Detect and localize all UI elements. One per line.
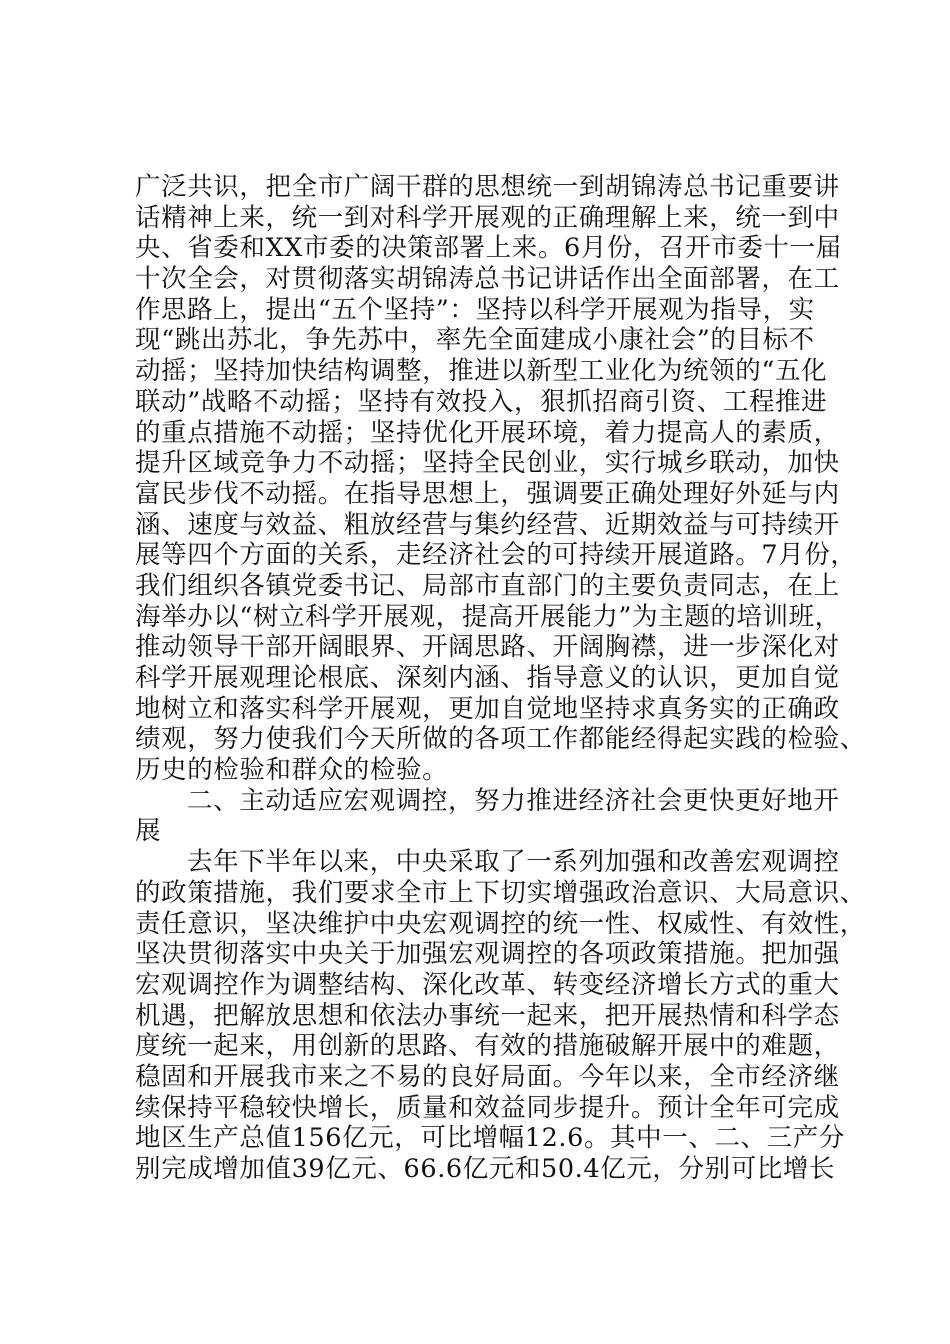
text-line: 科学开展观理论根底、深刻内涵、指导意义的认识，更加自觉 <box>135 663 840 693</box>
text-line: 话精神上来，统一到对科学开展观的正确理解上来，统一到中 <box>135 202 840 233</box>
text-line: 提升区域竞争力不动摇；坚持全民创业，实行城乡联动，加快 <box>135 448 840 479</box>
text-line: 地树立和落实科学开展观，更加自觉地坚持求真务实的正确政 <box>135 693 840 724</box>
text-line: 我们组织各镇党委书记、局部市直部门的主要负责同志，在上 <box>135 570 840 601</box>
text-line: 去年下半年以来，中央采取了一系列加强和改善宏观调控 <box>187 847 840 878</box>
text-line: 续保持平稳较快增长，质量和效益同步提升。预计全年可完成 <box>135 1092 840 1123</box>
section-heading-line: 二、主动适应宏观调控，努力推进经济社会更快更好地开 <box>187 785 840 816</box>
text-line: 地区生产总值156亿元，可比增幅12.6。其中一、二、三产分 <box>135 1123 845 1154</box>
text-line: 别完成增加值39亿元、66.6亿元和50.4亿元，分别可比增长 <box>135 1154 836 1184</box>
text-line: 稳固和开展我市来之不易的良好局面。今年以来，全市经济继 <box>135 1061 840 1092</box>
text-line: 责任意识，坚决维护中央宏观调控的统一性、权威性、有效性， <box>135 908 866 939</box>
text-line: 现“跳出苏北，争先苏中，率先全面建成小康社会”的目标不 <box>135 325 815 356</box>
text-line: 富民步伐不动摇。在指导思想上，强调要正确处理好外延与内 <box>135 478 840 509</box>
text-line: 海举办以“树立科学开展观，提高开展能力”为主题的培训班， <box>135 601 841 632</box>
text-line: 的政策措施，我们要求全市上下切实增强政治意识、大局意识、 <box>135 877 866 908</box>
text-line: 涵、速度与效益、粗放经营与集约经营、近期效益与可持续开 <box>135 509 840 540</box>
text-line: 央、省委和XX市委的决策部署上来。6月份，召开市委十一届 <box>135 233 842 264</box>
text-line: 展等四个方面的关系，走经济社会的可持续开展道路。7月份， <box>135 540 857 571</box>
text-line: 作思路上，提出“五个坚持”：坚持以科学开展观为指导，实 <box>135 294 815 325</box>
text-line: 广泛共识，把全市广阔干群的思想统一到胡锦涛总书记重要讲 <box>135 172 840 202</box>
text-line: 度统一起来，用创新的思路、有效的措施破解开展中的难题， <box>135 1031 840 1062</box>
text-line: 绩观，努力使我们今天所做的各项工作都能经得起实践的检验、 <box>135 724 866 755</box>
text-line: 机遇，把解放思想和依法办事统一起来，把开展热情和科学态 <box>135 1000 840 1031</box>
text-line: 推动领导干部开阔眼界、开阔思路、开阔胸襟，进一步深化对 <box>135 632 840 663</box>
text-line: 宏观调控作为调整结构、深化改革、转变经济增长方式的重大 <box>135 969 840 1000</box>
text-line: 动摇；坚持加快结构调整，推进以新型工业化为统领的“五化 <box>135 356 828 387</box>
text-line: 联动”战略不动摇；坚持有效投入，狠抓招商引资、工程推进 <box>135 386 828 417</box>
text-line: 十次全会，对贯彻落实胡锦涛总书记讲话作出全面部署，在工 <box>135 264 840 295</box>
text-line: 的重点措施不动摇；坚持优化开展环境，着力提高人的素质， <box>135 417 840 448</box>
document-body <box>135 172 866 1185</box>
text-line: 坚决贯彻落实中央关于加强宏观调控的各项政策措施。把加强 <box>135 939 840 970</box>
text-line: 历史的检验和群众的检验。 <box>135 755 449 786</box>
section-heading-line: 展 <box>135 816 162 847</box>
